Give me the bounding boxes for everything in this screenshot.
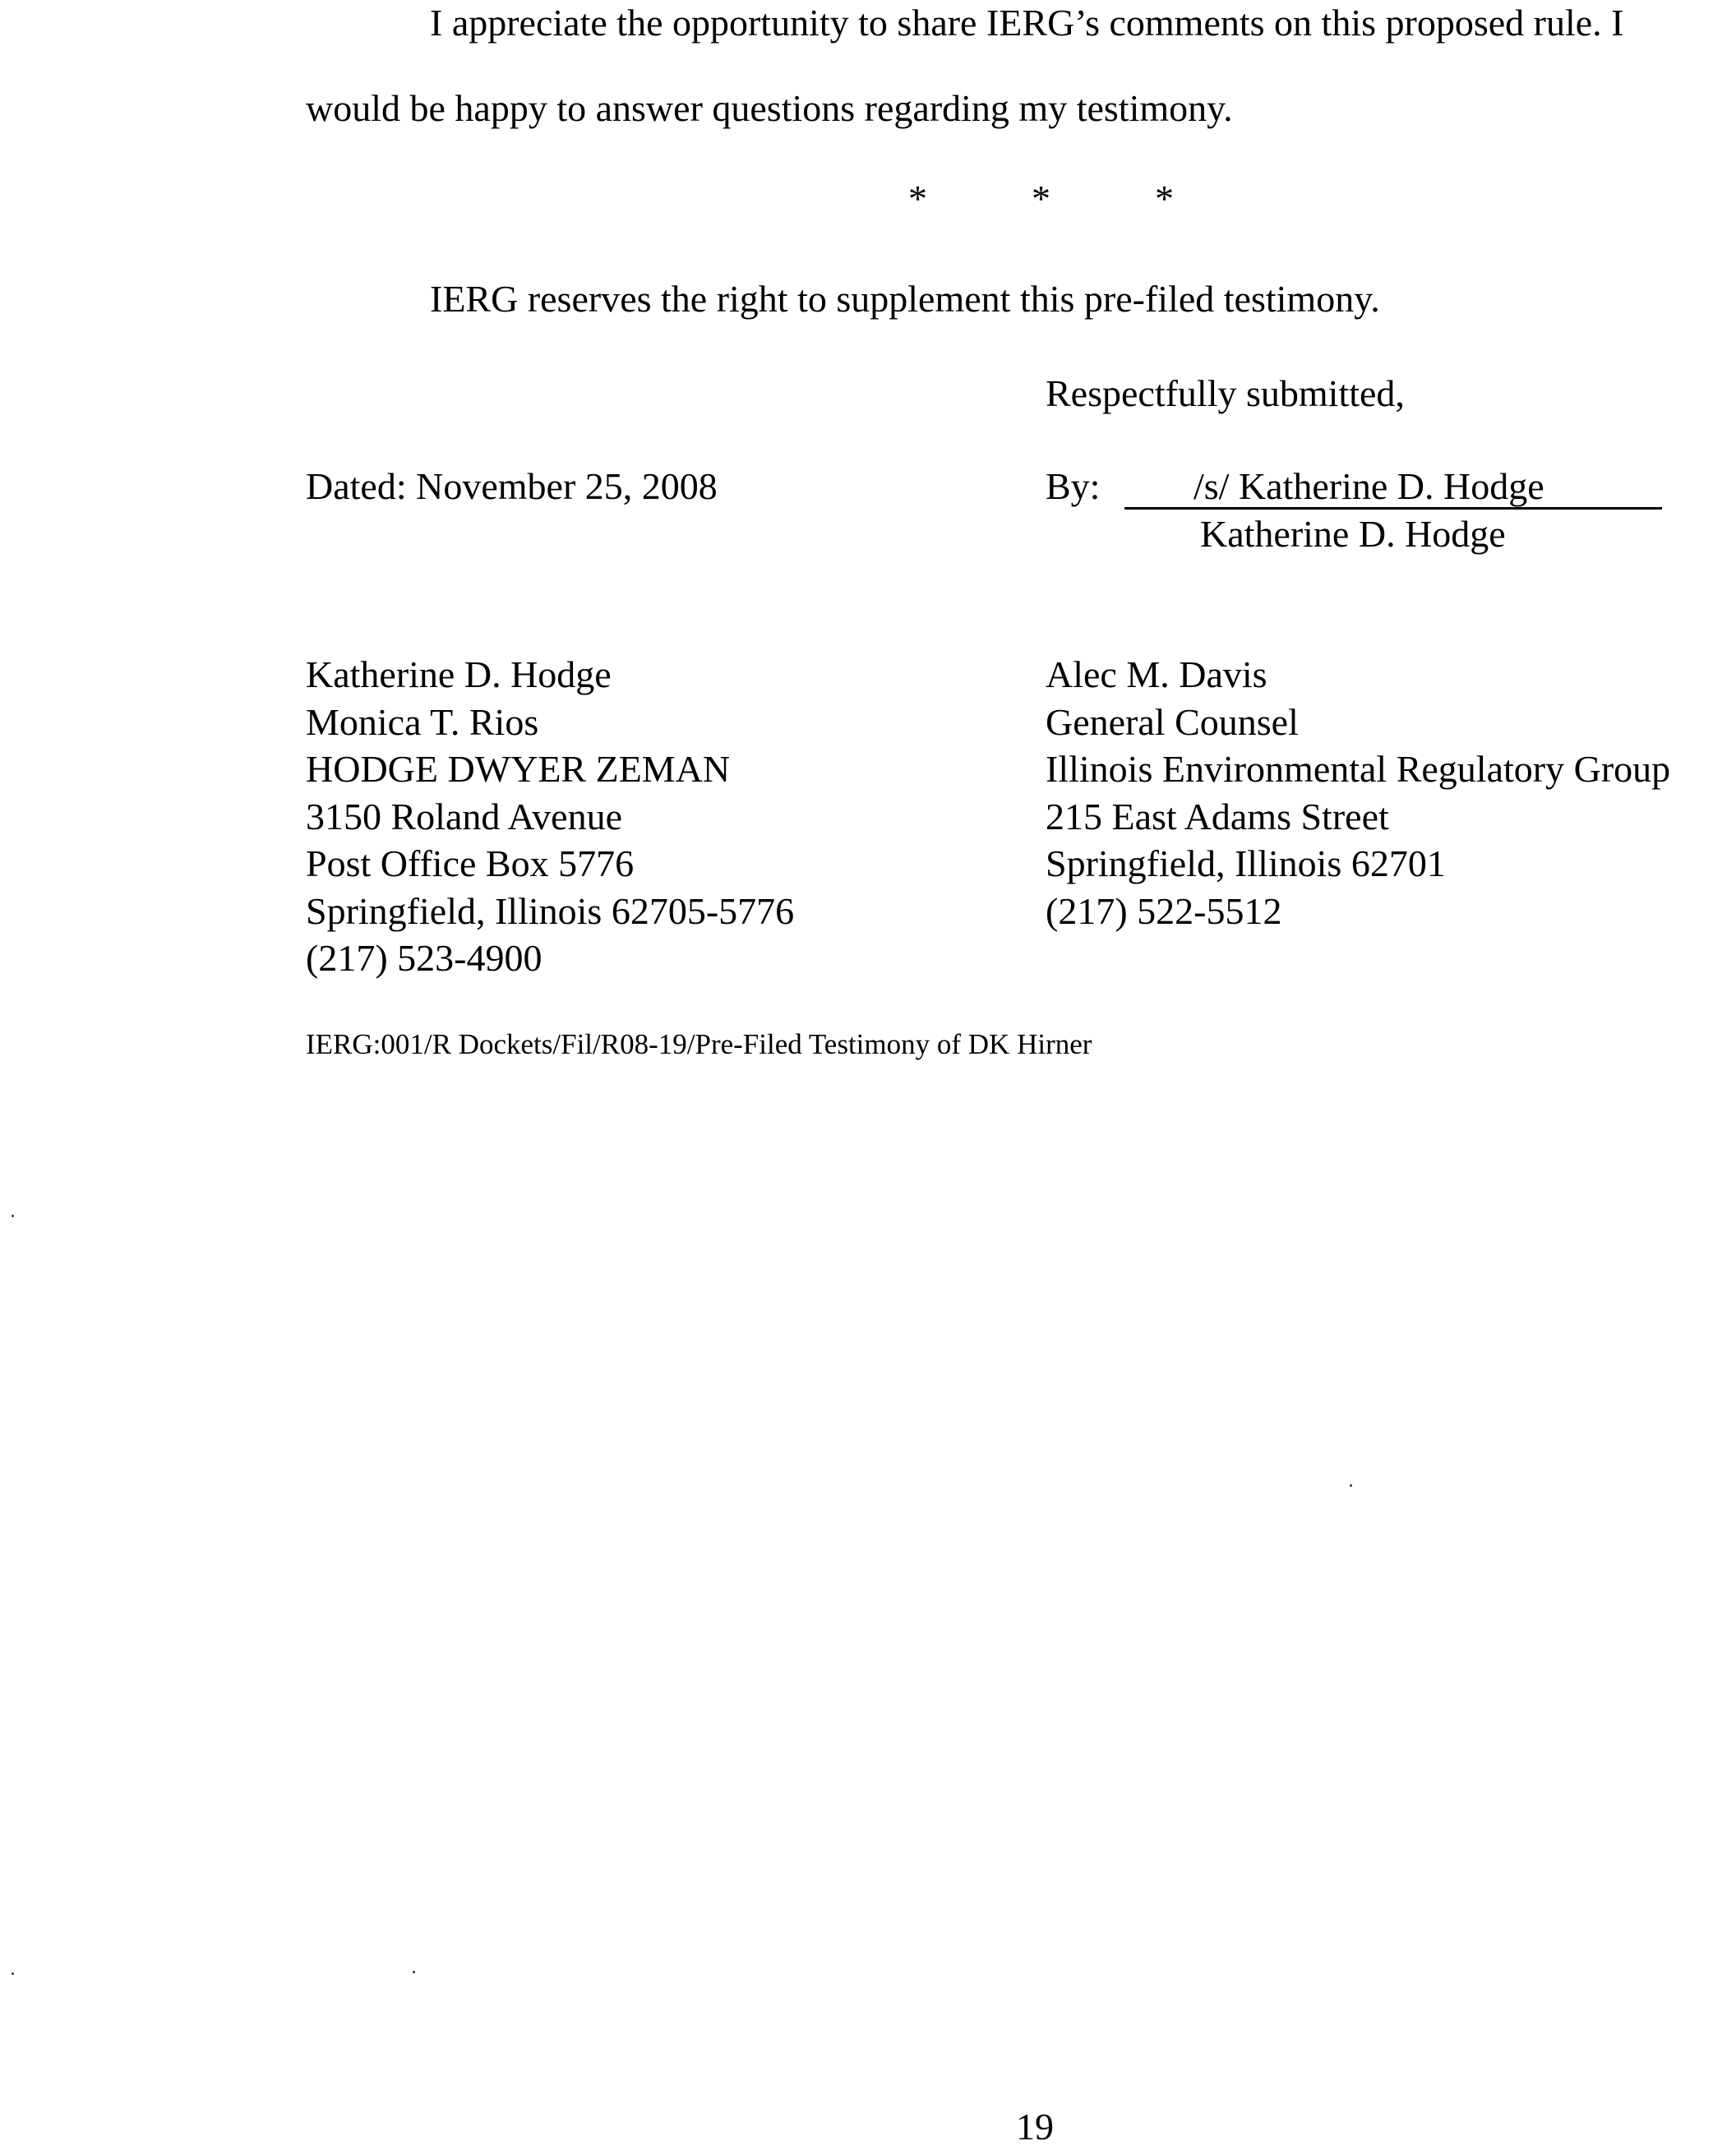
date-line: Dated: November 25, 2008 bbox=[306, 465, 718, 507]
address-line: Springfield, Illinois 62701 bbox=[1046, 842, 1446, 884]
address-line: (217) 523-4900 bbox=[306, 937, 542, 979]
scan-speck bbox=[12, 1215, 14, 1217]
signer-name: Katherine D. Hodge bbox=[1200, 513, 1506, 555]
electronic-signature: /s/ Katherine D. Hodge bbox=[1194, 465, 1544, 507]
by-label: By: bbox=[1046, 465, 1101, 507]
address-line: HODGE DWYER ZEMAN bbox=[306, 748, 731, 790]
paragraph-line-2: would be happy to answer questions regarding my testimony. bbox=[306, 87, 1233, 129]
counsel-address-block-right bbox=[1046, 651, 1670, 934]
address-line: 215 East Adams Street bbox=[1046, 795, 1389, 837]
separator-asterisk: * bbox=[1155, 178, 1174, 219]
scan-speck bbox=[1350, 1484, 1352, 1487]
address-line: 3150 Roland Avenue bbox=[306, 795, 622, 837]
file-reference: IERG:001/R Dockets/Fil/R08-19/Pre-Filed Testimony of DK Hirner bbox=[306, 1028, 1092, 1060]
address-line: Katherine D. Hodge bbox=[306, 653, 612, 695]
address-line: General Counsel bbox=[1046, 700, 1299, 743]
address-line: Alec M. Davis bbox=[1046, 653, 1267, 695]
counsel-address-block-left bbox=[306, 651, 794, 982]
signature-line bbox=[1124, 464, 1662, 510]
paragraph-line-1: I appreciate the opportunity to share IERG’s comments on this proposed rule. I bbox=[430, 2, 1624, 44]
section-separator bbox=[908, 176, 1188, 222]
separator-asterisk: * bbox=[908, 178, 927, 219]
page-number: 19 bbox=[1016, 2106, 1054, 2148]
address-line: Post Office Box 5776 bbox=[306, 842, 635, 884]
separator-asterisk: * bbox=[1032, 178, 1050, 219]
closing-salutation: Respectfully submitted, bbox=[1046, 372, 1405, 414]
scan-speck bbox=[12, 1972, 14, 1975]
reservation-statement: IERG reserves the right to supplement this pre-filed testimony. bbox=[430, 278, 1380, 320]
scan-speck bbox=[413, 1971, 415, 1973]
address-line: Springfield, Illinois 62705-5776 bbox=[306, 889, 795, 932]
address-line: Monica T. Rios bbox=[306, 700, 539, 743]
address-line: (217) 522-5512 bbox=[1046, 889, 1282, 932]
address-line: Illinois Environmental Regulatory Group bbox=[1046, 748, 1671, 790]
